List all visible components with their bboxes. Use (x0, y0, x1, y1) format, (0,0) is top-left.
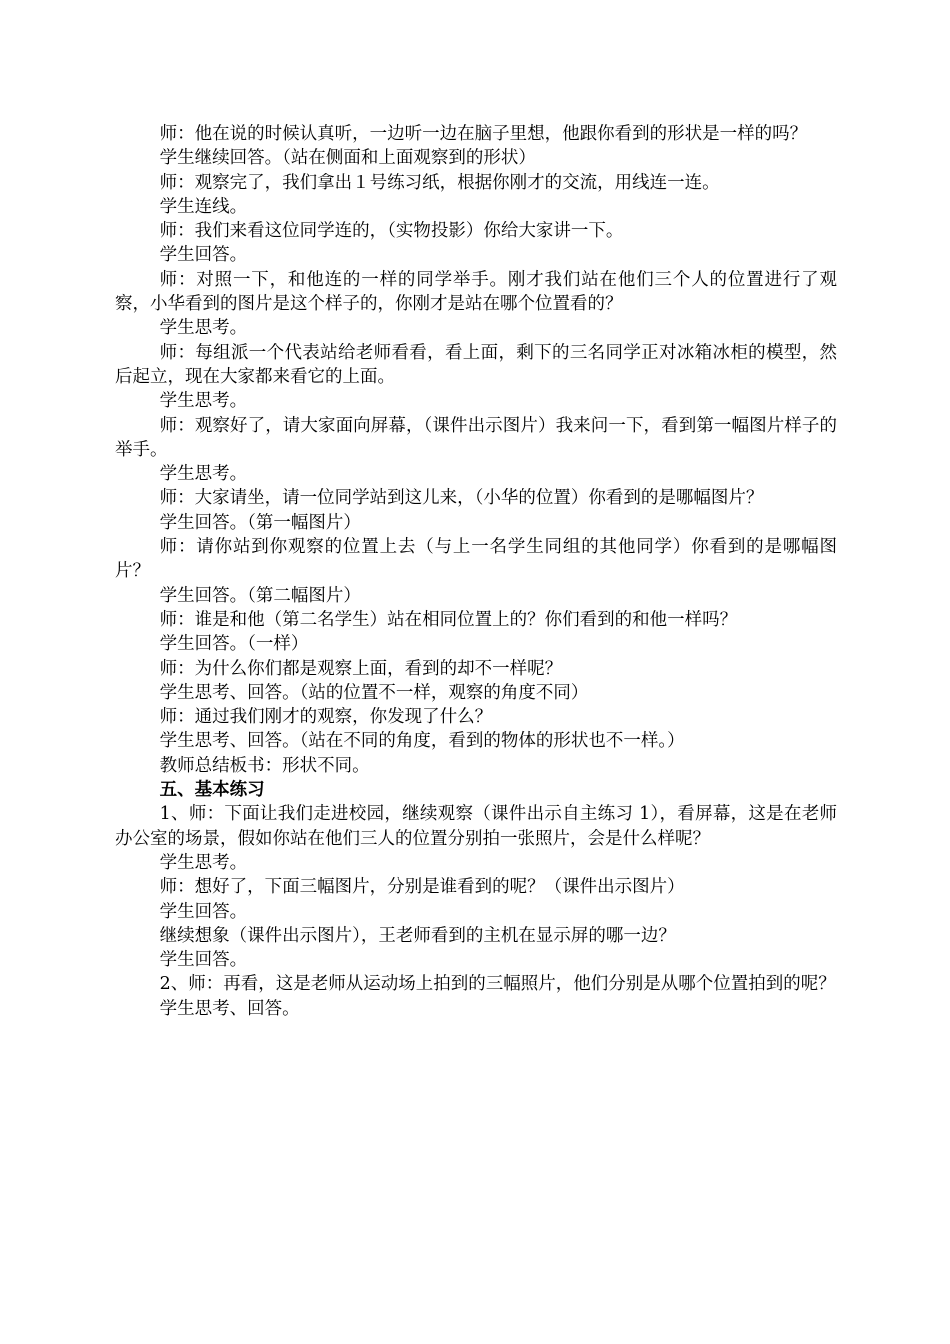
paragraph: 学生连线。 (159, 196, 248, 217)
paragraph: 师：想好了，下面三幅图片，分别是谁看到的呢？（课件出示图片） (159, 877, 685, 898)
paragraph: 学生思考、回答。 (159, 998, 300, 1019)
paragraph: 师：每组派一个代表站给老师看看，看上面，剩下的三名同学正对冰箱冰柜的模型，然后起立，现在大家都来看它的上面。 (115, 342, 837, 387)
paragraph: 学生思考。 (159, 391, 248, 412)
paragraph: 学生回答。 (159, 245, 248, 266)
document-page (115, 122, 837, 1021)
paragraph: 学生思考。 (159, 464, 248, 485)
paragraph: 师：观察好了，请大家面向屏幕，（课件出示图片）我来问一下，看到第一幅图片样子的举手。 (115, 415, 837, 460)
paragraph: 师：为什么你们都是观察上面，看到的却不一样呢？ (159, 658, 563, 679)
paragraph: 学生回答。 (159, 950, 248, 971)
paragraph: 学生继续回答。（站在侧面和上面观察到的形状） (159, 148, 536, 169)
paragraph: 学生回答。（第一幅图片） (159, 512, 361, 533)
paragraph: 学生思考。 (159, 852, 248, 873)
paragraph: 教师总结板书：形状不同。 (159, 755, 370, 776)
section-heading: 五、基本练习 (159, 780, 265, 801)
paragraph: 继续想象（课件出示图片），王老师看到的主机在显示屏的哪一边？ (159, 925, 676, 946)
paragraph: 学生思考。 (159, 318, 248, 339)
paragraph: 师：观察完了，我们拿出１号练习纸，根据你刚才的交流，用线连一连。 (159, 172, 720, 193)
paragraph: 师：通过我们刚才的观察，你发现了什么？ (159, 707, 493, 728)
paragraph: 2、师：再看，这是老师从运动场上拍到的三幅照片，他们分别是从哪个位置拍到的呢？ (159, 974, 836, 995)
paragraph: 师：谁是和他（第二名学生）站在相同位置上的？你们看到的和他一样吗？ (159, 609, 738, 630)
paragraph: 1、师：下面让我们走进校园，继续观察（课件出示自主练习 1），看屏幕，这是在老师办公室的场景，假如你站在他们三人的位置分别拍一张照片，会是什么样呢？ (115, 804, 837, 849)
paragraph: 学生回答。（一样） (159, 634, 309, 655)
paragraph: 师：大家请坐，请一位同学站到这儿来，（小华的位置）你看到的是哪幅图片？ (159, 488, 764, 509)
paragraph: 学生思考、回答。（站在不同的角度，看到的物体的形状也不一样。） (159, 731, 685, 752)
paragraph: 师：他在说的时候认真听，一边听一边在脑子里想，他跟你看到的形状是一样的吗？ (159, 124, 808, 144)
paragraph: 师：请你站到你观察的位置上去（与上一名学生同组的其他同学）你看到的是哪幅图片？ (115, 537, 837, 582)
paragraph: 师：对照一下，和他连的一样的同学举手。刚才我们站在他们三个人的位置进行了观察，小华看到的图片是这个样子的，你刚才是站在哪个位置看的？ (115, 269, 837, 315)
paragraph: 学生回答。 (159, 901, 248, 922)
paragraph: 师：我们来看这位同学连的，（实物投影）你给大家讲一下。 (159, 221, 624, 242)
paragraph: 学生思考、回答。（站的位置不一样，观察的角度不同） (159, 682, 589, 703)
paragraph: 学生回答。（第二幅图片） (159, 585, 361, 606)
